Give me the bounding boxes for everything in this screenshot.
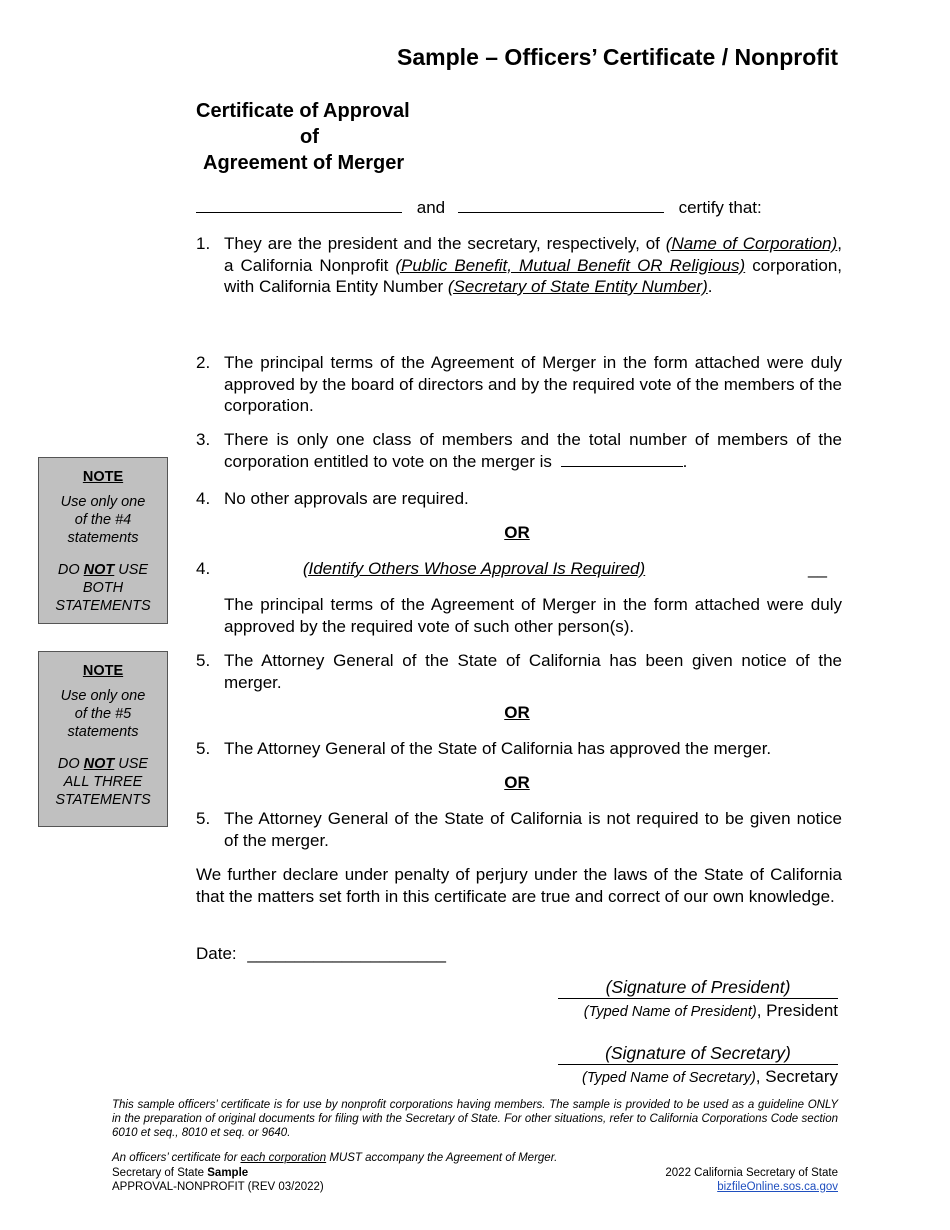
corporation-name-field[interactable]: (Name of Corporation) [665,234,838,253]
statement-5-option-a [196,650,842,693]
statement-4-option-b [196,558,842,580]
statement-5-option-c [196,808,842,851]
date-blank[interactable]: _____________________ [247,944,446,963]
statement-5-option-b [196,738,842,760]
footer-text: MUST accompany the Agreement of Merger. [326,1152,558,1164]
footer-must-accompany [112,1151,557,1165]
note-warning [39,755,167,773]
date-line [196,943,446,965]
statement-1 [196,233,842,298]
statement-text: The Attorney General of the State of California has been given notice of the merger. [224,651,842,692]
footer-emphasis: each corporation [240,1152,327,1164]
statement-text: The Attorney General of the State of California has approved the merger. [224,739,772,758]
statement-number: 1. [196,234,211,253]
entity-number-field[interactable]: (Secretary of State Entity Number) [447,277,708,296]
note-text: USE [114,756,149,772]
corporation-type-field[interactable]: (Public Benefit, Mutual Benefit OR Religious) [395,255,746,275]
president-signature-block [558,977,838,1021]
statement-text: There is only one class of members and the total number of members of the corporation entitled to vote on the merger is [224,430,842,471]
secretary-signature-line[interactable]: (Signature of Secretary) [558,1043,838,1065]
footer-emphasis: Sample [207,1167,249,1179]
other-approvers-field[interactable]: (Identify Others Whose Approval Is Required) [302,559,646,578]
footer-disclaimer: This sample officers’ certificate is for use by nonprofit corporations having members. The sample is provided to be used as a guideline ONLY in the preparation of original documents for filing with the Secretary of State. For other situations, refer to California Corporations Code section 6010 et seq., 8010 et seq. or 9640. [112,1099,838,1139]
or-divider: OR [504,773,530,792]
statement-number: 4. [196,489,211,508]
secretary-title: , Secretary [755,1067,838,1086]
statement-number: 2. [196,353,211,372]
note-emphasis: NOT [83,562,115,578]
statement-number: 5. [196,739,211,758]
member-count-blank[interactable] [561,466,683,467]
note-text: of the #5 [74,706,132,722]
statement-text: The Attorney General of the State of California is not required to be given notice of the merger. [224,809,842,850]
form-id: APPROVAL-NONPROFIT (REV 03/2022) [112,1181,324,1193]
president-typed-name[interactable]: (Typed Name of President) [583,1004,757,1020]
certificate-title-line3: Agreement of Merger [203,152,405,174]
statement-number: 5. [196,651,211,670]
president-title: , President [756,1001,838,1020]
website-link[interactable]: bizfileOnline.sos.ca.gov [717,1181,838,1193]
statement-text: . [682,451,688,471]
statement-number: 5. [196,809,211,828]
note-text: Use only one [60,494,146,510]
intro-line [196,197,762,219]
note-text: ALL THREE [63,774,143,790]
note-box-statement-4 [38,457,168,624]
note-box-statement-5 [38,651,168,827]
statement-text: corporation, with California Entity Number [224,255,842,296]
statement-text: The principal terms of the Agreement of Merger in the form attached were duly approved by the board of directors and by the required vote of the members of the corporation. [224,353,842,415]
note-text: DO [57,562,84,578]
or-divider: OR [504,523,530,542]
trailing-blank: __ [808,559,827,578]
secretary-typed-name[interactable]: (Typed Name of Secretary) [582,1070,756,1086]
footer-text: Secretary of State [112,1167,208,1179]
president-signature-line[interactable]: (Signature of President) [558,977,838,999]
statement-text: . [707,277,713,296]
footer-sos-sample [112,1166,248,1180]
note-header: NOTE [82,663,124,679]
statement-2 [196,352,842,417]
statement-text: No other approvals are required. [224,489,469,508]
statement-number: 4. [196,559,211,578]
document-title: Sample – Officers’ Certificate / Nonprofit [397,44,838,70]
statement-4-option-a [196,488,842,510]
secretary-signature-block [558,1043,838,1087]
officer-name-blank-2[interactable] [458,212,664,213]
or-divider: OR [504,703,530,722]
certificate-title-line2: of [300,126,319,148]
note-header: NOTE [82,469,124,485]
officer-name-blank-1[interactable] [196,212,402,213]
statement-3 [196,429,842,472]
certificate-title-line1: Certificate of Approval [196,100,410,122]
note-emphasis: NOT [83,756,115,772]
note-text: of the #4 [74,512,132,528]
and-text: and [416,198,446,217]
footer-text: An officers’ certificate for [112,1152,241,1164]
note-text: statements [67,724,139,740]
note-text: DO [57,756,84,772]
statement-text: They are the president and the secretary, respectively, of [224,234,666,253]
date-label: Date: [196,944,237,963]
note-text: STATEMENTS [55,598,151,614]
statement-text: The principal terms of the Agreement of Merger in the form attached were duly approved by the required vote of such other person(s). [224,595,842,636]
note-text: Use only one [60,688,146,704]
statement-text: , a California Nonprofit [224,234,843,275]
note-text: BOTH [82,580,124,596]
note-warning [39,561,167,579]
certify-text: certify that: [678,198,762,217]
statement-4-option-b-text [196,594,842,637]
copyright: 2022 California Secretary of State [665,1167,838,1179]
perjury-declaration: We further declare under penalty of perjury under the laws of the State of California that the matters set forth in this certificate are true and correct of our own knowledge. [196,865,842,906]
certificate-title [196,98,410,176]
statement-number: 3. [196,430,211,449]
note-text: statements [67,530,139,546]
note-text: USE [114,562,149,578]
note-text: STATEMENTS [55,792,151,808]
